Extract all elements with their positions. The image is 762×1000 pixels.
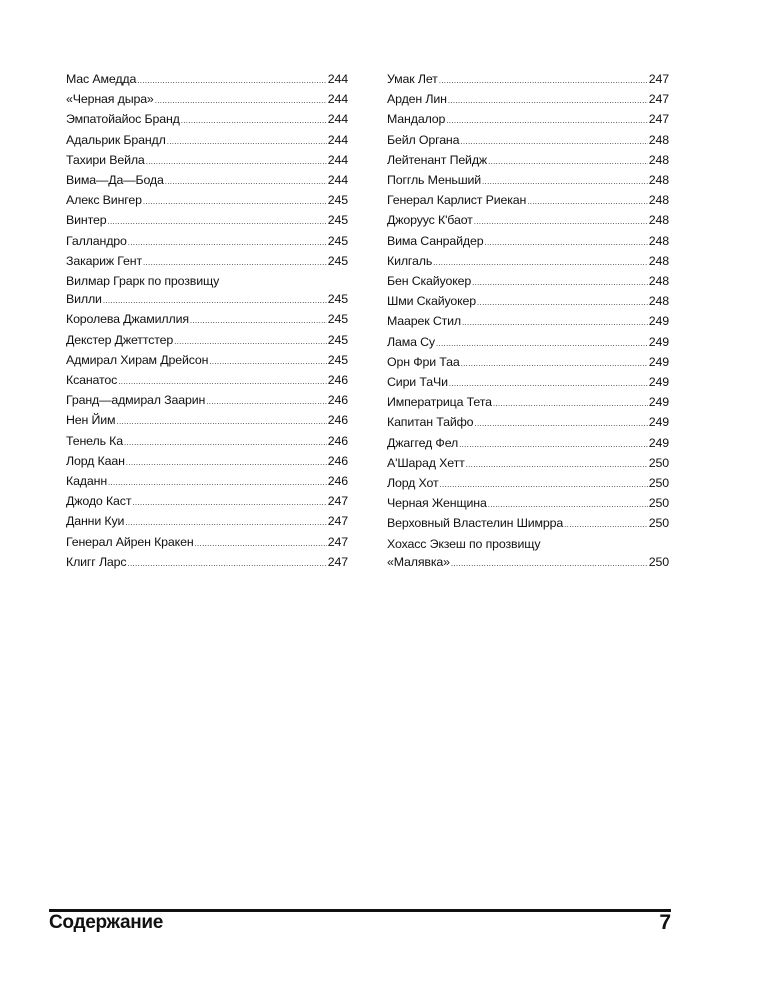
toc-entry bbox=[66, 272, 348, 310]
toc-dot-leader bbox=[181, 112, 327, 130]
toc-entry-page: 246 bbox=[327, 474, 348, 489]
toc-entry bbox=[387, 211, 669, 231]
toc-entry bbox=[66, 110, 348, 130]
toc-dot-leader bbox=[451, 555, 648, 573]
toc-entry-line bbox=[66, 391, 348, 411]
toc-entry bbox=[66, 211, 348, 231]
toc-column-left bbox=[66, 70, 348, 573]
toc-entry-page: 248 bbox=[648, 193, 669, 208]
toc-entry bbox=[387, 474, 669, 494]
toc-dot-leader bbox=[474, 213, 648, 231]
toc-dot-leader bbox=[132, 494, 326, 512]
toc-dot-leader bbox=[137, 72, 327, 90]
toc-entry bbox=[387, 434, 669, 454]
toc-entry-line bbox=[387, 553, 669, 573]
toc-entry-line bbox=[66, 512, 348, 532]
toc-dot-leader bbox=[146, 153, 327, 171]
toc-dot-leader bbox=[143, 193, 327, 211]
toc-entry-title: Арден Лин bbox=[387, 92, 447, 107]
toc-entry-title: Лорд Хот bbox=[387, 476, 439, 491]
toc-entry-title: Декстер Джеттстер bbox=[66, 332, 174, 347]
toc-dot-leader bbox=[440, 476, 648, 494]
toc-entry-page: 249 bbox=[648, 334, 669, 349]
toc-entry bbox=[387, 353, 669, 373]
toc-entry bbox=[387, 232, 669, 252]
toc-entry-page: 245 bbox=[327, 332, 348, 347]
toc-entry-title: Адальрик Брандл bbox=[66, 132, 166, 147]
toc-entry-page: 246 bbox=[327, 433, 348, 448]
toc-entry bbox=[387, 312, 669, 332]
toc-entry-page: 247 bbox=[648, 112, 669, 127]
toc-entry bbox=[387, 131, 669, 151]
toc-entry-title: Поггль Меньший bbox=[387, 173, 482, 188]
toc-entry bbox=[66, 310, 348, 330]
toc-entry-line bbox=[387, 232, 669, 252]
toc-dot-leader bbox=[477, 294, 648, 312]
toc-dot-leader bbox=[527, 193, 648, 211]
toc-entry-title: Эмпатойайос Бранд bbox=[66, 112, 180, 127]
toc-entry-page: 248 bbox=[648, 132, 669, 147]
toc-dot-leader bbox=[460, 133, 647, 151]
toc-entry bbox=[387, 151, 669, 171]
toc-entry-page: 245 bbox=[327, 233, 348, 248]
toc-entry bbox=[66, 90, 348, 110]
toc-entry-title: Сири ТаЧи bbox=[387, 375, 448, 390]
toc-entry-title: Винтер bbox=[66, 213, 107, 228]
toc-entry-title: Тенель Ка bbox=[66, 433, 123, 448]
toc-dot-leader bbox=[474, 415, 647, 433]
toc-entry-line bbox=[387, 494, 669, 514]
footer-page-number: 7 bbox=[659, 911, 671, 934]
toc-entry-line bbox=[387, 211, 669, 231]
toc-entry bbox=[66, 533, 348, 553]
toc-entry-line bbox=[387, 90, 669, 110]
toc-dot-leader bbox=[446, 112, 647, 130]
toc-entry-page: 249 bbox=[648, 435, 669, 450]
toc-dot-leader bbox=[484, 234, 647, 252]
toc-entry-line bbox=[387, 131, 669, 151]
toc-entry-title: «Малявка» bbox=[387, 554, 450, 569]
toc-entry bbox=[66, 232, 348, 252]
toc-entry-title: Ксанатос bbox=[66, 373, 118, 388]
toc-entry-title: Королева Джамиллия bbox=[66, 312, 189, 327]
toc-entry-line bbox=[387, 454, 669, 474]
toc-entry-page: 247 bbox=[327, 514, 348, 529]
toc-entry bbox=[387, 272, 669, 292]
toc-entry bbox=[66, 432, 348, 452]
toc-entry bbox=[66, 191, 348, 211]
toc-entry-page: 250 bbox=[648, 496, 669, 511]
toc-entry-title: Нен Йим bbox=[66, 413, 116, 428]
toc-entry-line bbox=[387, 252, 669, 272]
toc-dot-leader bbox=[118, 373, 327, 391]
toc-entry-line bbox=[66, 411, 348, 431]
toc-entry-line bbox=[387, 333, 669, 353]
toc-entry bbox=[387, 514, 669, 534]
toc-entry-title: Вилли bbox=[66, 292, 102, 307]
toc-entry bbox=[66, 70, 348, 90]
toc-dot-leader bbox=[488, 153, 648, 171]
toc-entry-title: Лейтенант Пейдж bbox=[387, 152, 488, 167]
toc-dot-leader bbox=[174, 333, 327, 351]
toc-entry-page: 248 bbox=[648, 173, 669, 188]
toc-entry-page: 250 bbox=[648, 476, 669, 491]
toc-dot-leader bbox=[461, 355, 648, 373]
toc-entry bbox=[66, 492, 348, 512]
toc-entry bbox=[387, 333, 669, 353]
toc-entry-line bbox=[66, 432, 348, 452]
toc-dot-leader bbox=[472, 274, 648, 292]
toc-entry-title: Клигг Ларс bbox=[66, 554, 127, 569]
toc-entry-page: 244 bbox=[327, 92, 348, 107]
toc-entry-page: 248 bbox=[648, 253, 669, 268]
toc-entry-line bbox=[387, 171, 669, 191]
toc-entry-line bbox=[66, 310, 348, 330]
toc-entry-page: 245 bbox=[327, 213, 348, 228]
toc-entry bbox=[387, 494, 669, 514]
toc-entry-title-first-line: Вилмар Грарк по прозвищу bbox=[66, 274, 220, 289]
toc-entry-line bbox=[387, 393, 669, 413]
toc-dot-leader bbox=[466, 456, 648, 474]
toc-entry bbox=[66, 351, 348, 371]
toc-dot-leader bbox=[107, 213, 326, 231]
toc-entry bbox=[387, 292, 669, 312]
toc-entry-page: 244 bbox=[327, 72, 348, 86]
toc-entry-title: Мас Амедда bbox=[66, 72, 137, 86]
toc-entry-line bbox=[66, 131, 348, 151]
toc-entry-line bbox=[66, 452, 348, 472]
toc-entry bbox=[387, 535, 669, 573]
toc-dot-leader bbox=[155, 92, 327, 110]
toc-dot-leader bbox=[493, 395, 648, 413]
toc-entry-line bbox=[387, 514, 669, 534]
toc-entry-page: 245 bbox=[327, 253, 348, 268]
toc-entry bbox=[66, 472, 348, 492]
toc-entry-page: 248 bbox=[648, 274, 669, 289]
toc-entry-page: 247 bbox=[327, 534, 348, 549]
toc-entry-title: Джаггед Фел bbox=[387, 435, 459, 450]
toc-entry-page: 249 bbox=[648, 354, 669, 369]
toc-dot-leader bbox=[108, 474, 327, 492]
toc-entry-title: Маарек Стил bbox=[387, 314, 462, 329]
toc-dot-leader bbox=[433, 254, 648, 272]
toc-entry-page: 250 bbox=[648, 554, 669, 569]
toc-entry bbox=[387, 413, 669, 433]
toc-dot-leader bbox=[488, 496, 648, 514]
toc-dot-leader bbox=[124, 434, 327, 452]
toc-entry-title: Галландро bbox=[66, 233, 127, 248]
toc-dot-leader bbox=[116, 413, 326, 431]
toc-entry-line bbox=[66, 553, 348, 573]
toc-entry bbox=[387, 252, 669, 272]
toc-entry-title: Вима—Да—Бода bbox=[66, 173, 164, 188]
toc-entry bbox=[66, 252, 348, 272]
toc-entry-line bbox=[66, 151, 348, 171]
toc-entry-line bbox=[387, 353, 669, 373]
toc-entry bbox=[66, 452, 348, 472]
toc-dot-leader bbox=[195, 535, 327, 553]
toc-entry-title: Генерал Карлист Риекан bbox=[387, 193, 527, 208]
toc-entry bbox=[66, 553, 348, 573]
toc-dot-leader bbox=[564, 516, 648, 534]
toc-dot-leader bbox=[128, 234, 327, 252]
toc-dot-leader bbox=[462, 314, 648, 332]
toc-entry-line bbox=[66, 171, 348, 191]
toc-entry-line bbox=[66, 331, 348, 351]
toc-entry-line bbox=[387, 413, 669, 433]
toc-entry bbox=[387, 70, 669, 90]
toc-entry bbox=[387, 90, 669, 110]
toc-column-right bbox=[387, 70, 669, 573]
toc-entry-page: 246 bbox=[327, 393, 348, 408]
toc-entry-title: Данни Куи bbox=[66, 514, 125, 529]
toc-entry-title: А'Шарад Хетт bbox=[387, 455, 465, 470]
toc-entry-title-first-line: Хохасс Экзеш по прозвищу bbox=[387, 536, 541, 551]
toc-entry-title: Императрица Тета bbox=[387, 395, 492, 410]
toc-entry bbox=[387, 171, 669, 191]
toc-entry-line bbox=[66, 472, 348, 492]
toc-entry-title: Лама Су bbox=[387, 334, 435, 349]
toc-entry-page: 250 bbox=[648, 455, 669, 470]
toc-entry-page: 247 bbox=[648, 92, 669, 107]
toc-entry-page: 249 bbox=[648, 375, 669, 390]
toc-entry-line bbox=[66, 191, 348, 211]
toc-entry-page: 246 bbox=[327, 453, 348, 468]
toc-dot-leader bbox=[206, 393, 327, 411]
toc-entry-line bbox=[66, 371, 348, 391]
toc-dot-leader bbox=[126, 454, 327, 472]
toc-entry bbox=[66, 171, 348, 191]
toc-entry-line bbox=[387, 474, 669, 494]
toc-entry-page: 245 bbox=[327, 193, 348, 208]
toc-entry-title: Бен Скайуокер bbox=[387, 274, 472, 289]
toc-entry-line bbox=[387, 272, 669, 292]
toc-entry-page: 248 bbox=[648, 233, 669, 248]
toc-entry-title: Вима Санрайдер bbox=[387, 233, 484, 248]
toc-entry-page: 246 bbox=[327, 373, 348, 388]
toc-entry-page: 247 bbox=[327, 554, 348, 569]
toc-entry bbox=[387, 110, 669, 130]
toc-entry-title: Каданн bbox=[66, 474, 108, 489]
toc-dot-leader bbox=[209, 353, 326, 371]
toc-entry-title: Тахири Вейла bbox=[66, 152, 145, 167]
toc-dot-leader bbox=[448, 92, 648, 110]
toc-entry-page: 248 bbox=[648, 213, 669, 228]
toc-entry-line bbox=[66, 252, 348, 272]
toc-entry-title: Алекс Вингер bbox=[66, 193, 142, 208]
toc-entry-title: Закариж Гент bbox=[66, 253, 142, 268]
toc-entry-line bbox=[66, 211, 348, 231]
toc-entry bbox=[66, 331, 348, 351]
toc-entry-page: 244 bbox=[327, 173, 348, 188]
toc-dot-leader bbox=[449, 375, 648, 393]
toc-entry bbox=[387, 191, 669, 211]
toc-entry-line bbox=[387, 373, 669, 393]
toc-entry-title: Шми Скайуокер bbox=[387, 294, 477, 309]
toc-entry bbox=[66, 131, 348, 151]
toc-entry-title: Джодо Каст bbox=[66, 494, 132, 509]
toc-entry bbox=[387, 373, 669, 393]
toc-entry-title: «Черная дыра» bbox=[66, 92, 154, 107]
toc-entry-line bbox=[66, 232, 348, 252]
toc-dot-leader bbox=[125, 514, 326, 532]
toc-entry-title: Генерал Айрен Кракен bbox=[66, 534, 194, 549]
toc-entry-title: Джоруус К'баот bbox=[387, 213, 473, 228]
toc-entry-page: 245 bbox=[327, 312, 348, 327]
toc-entry-title: Лорд Каан bbox=[66, 453, 125, 468]
toc-entry-title: Черная Женщина bbox=[387, 496, 487, 511]
toc-entry-page: 248 bbox=[648, 294, 669, 309]
toc-entry-page: 244 bbox=[327, 132, 348, 147]
toc-dot-leader bbox=[436, 335, 648, 353]
toc-entry-page: 244 bbox=[327, 112, 348, 127]
toc-entry-line bbox=[387, 110, 669, 130]
toc-dot-leader bbox=[165, 173, 327, 191]
toc-entry-line bbox=[66, 351, 348, 371]
toc-entry-title: Адмирал Хирам Дрейсон bbox=[66, 352, 209, 367]
toc-entry-page: 245 bbox=[327, 292, 348, 307]
toc-entry-page: 247 bbox=[648, 72, 669, 86]
toc-entry-line bbox=[66, 90, 348, 110]
toc-entry-line bbox=[387, 151, 669, 171]
toc-entry-title: Мандалор bbox=[387, 112, 446, 127]
toc-dot-leader bbox=[103, 292, 327, 310]
toc-entry bbox=[66, 512, 348, 532]
toc-entry-page: 249 bbox=[648, 395, 669, 410]
toc-entry-page: 245 bbox=[327, 352, 348, 367]
toc-dot-leader bbox=[459, 436, 648, 454]
toc-entry-page: 247 bbox=[327, 494, 348, 509]
toc-entry-page: 250 bbox=[648, 516, 669, 531]
toc-entry-line bbox=[387, 70, 669, 90]
toc-entry-title: Верховный Властелин Шимрра bbox=[387, 516, 564, 531]
toc-entry-line bbox=[66, 70, 348, 90]
toc-dot-leader bbox=[439, 72, 648, 90]
toc-entry bbox=[387, 454, 669, 474]
toc-entry-line bbox=[387, 312, 669, 332]
toc-entry bbox=[66, 391, 348, 411]
toc-entry-page: 244 bbox=[327, 152, 348, 167]
toc-dot-leader bbox=[482, 173, 648, 191]
toc-entry-title: Килгаль bbox=[387, 253, 433, 268]
footer-section-title: Содержание bbox=[49, 912, 164, 933]
toc-entry-page: 246 bbox=[327, 413, 348, 428]
toc-entry bbox=[66, 371, 348, 391]
toc-entry-page: 249 bbox=[648, 415, 669, 430]
toc-entry bbox=[66, 151, 348, 171]
toc-entry-title: Гранд—адмирал Заарин bbox=[66, 393, 206, 408]
toc-entry-line bbox=[66, 110, 348, 130]
toc-entry-line bbox=[66, 290, 348, 310]
toc-entry-title: Бейл Органа bbox=[387, 132, 460, 147]
toc-entry-title: Умак Лет bbox=[387, 72, 438, 86]
toc-dot-leader bbox=[143, 254, 327, 272]
toc-dot-leader bbox=[127, 555, 326, 573]
toc-entry-line bbox=[387, 434, 669, 454]
toc-entry-title: Орн Фри Таа bbox=[387, 354, 460, 369]
toc-dot-leader bbox=[167, 133, 327, 151]
toc-entry-line bbox=[387, 191, 669, 211]
toc-entry-page: 249 bbox=[648, 314, 669, 329]
toc-entry-title: Капитан Тайфо bbox=[387, 415, 474, 430]
toc-entry-line bbox=[66, 533, 348, 553]
toc-entry-line bbox=[66, 492, 348, 512]
toc-dot-leader bbox=[190, 312, 327, 330]
toc-entry-page: 248 bbox=[648, 152, 669, 167]
toc-entry bbox=[387, 393, 669, 413]
toc-entry bbox=[66, 411, 348, 431]
toc-entry-line bbox=[387, 292, 669, 312]
